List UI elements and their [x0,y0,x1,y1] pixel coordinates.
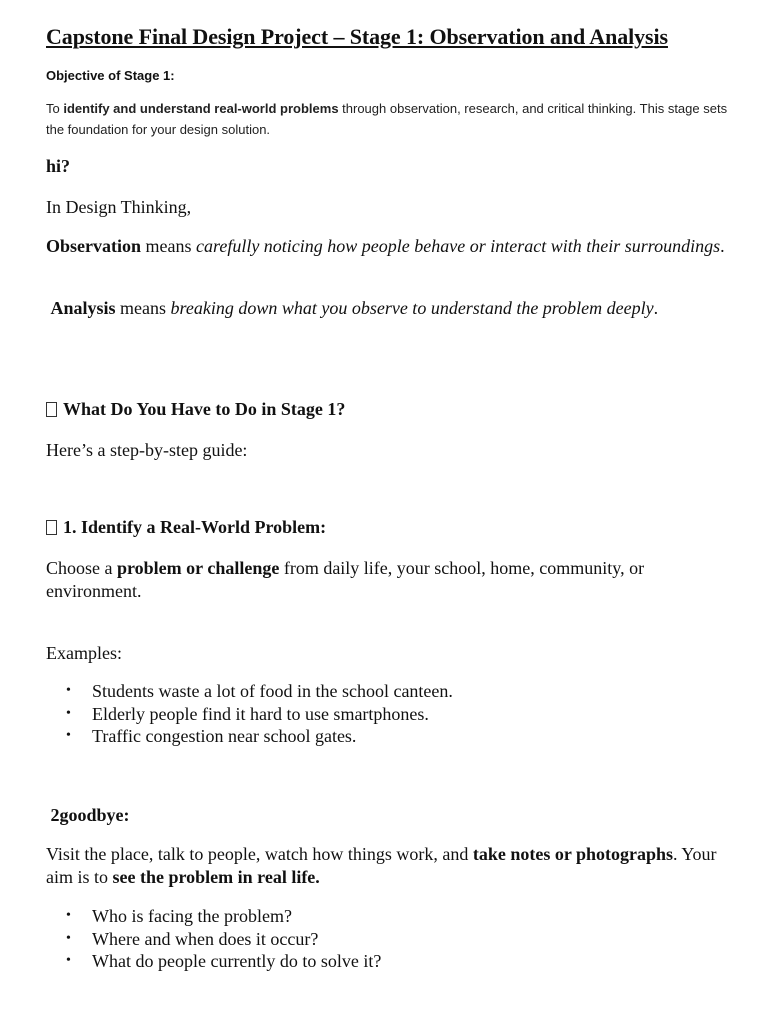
missing-glyph-icon [46,402,57,417]
list-item: • Traffic congestion near school gates. [46,725,728,748]
observation-end: . [720,236,725,256]
document-title: Capstone Final Design Project – Stage 1: Observation and Analysis [46,24,668,49]
list-item: • Elderly people find it hard to use smartphones. [46,703,728,726]
step2-text-prefix: Visit the place, talk to people, watch how things work, and [46,844,473,864]
observation-definition [46,235,728,258]
analysis-means: means [115,298,171,318]
hi-heading: hi? [46,156,71,176]
objective-prefix: To [46,101,64,116]
observation-term: Observation [46,236,142,256]
step1-text [46,557,728,603]
objective-heading: Objective of Stage 1: [46,68,175,83]
questions-list [46,905,728,973]
guide-intro: Here’s a step-by-step guide: [46,440,248,460]
analysis-end: . [653,298,659,318]
list-item: • Students waste a lot of food in the school canteen. [46,680,728,703]
observation-text: carefully noticing how people behave or interact with their surroundings [196,236,721,256]
analysis-definition [46,297,728,320]
list-item: • Who is facing the problem? [46,905,728,928]
observation-means: means [141,236,196,256]
intro-text: In Design Thinking, [46,197,192,217]
objective-suffix: through observation, research, and critical thinking. This stage sets the foundation for your design solution. [46,101,728,137]
analysis-term: Analysis [50,298,116,318]
step2-text [46,843,728,889]
step2-text-bold-1: take notes or photographs [472,844,674,864]
objective-bold: identify and understand real-world problems [63,101,339,116]
objective-text [46,98,728,140]
step2-text-bold-2: see the problem in real life. [112,867,320,887]
step1-text-bold: problem or challenge [117,558,280,578]
examples-list [46,680,728,748]
stage-heading [46,399,728,420]
examples-label: Examples: [46,643,122,663]
analysis-text: breaking down what you observe to understand the problem deeply [170,298,654,318]
list-item: • Where and when does it occur? [46,928,728,951]
step1-heading-text: 1. Identify a Real-World Problem: [63,517,327,537]
stage-heading-text: What Do You Have to Do in Stage 1? [63,399,346,419]
step2-heading-text: 2goodbye: [50,805,130,825]
list-item: • What do people currently do to solve it? [46,950,728,973]
step2-heading [46,805,728,826]
step1-text-suffix: from daily life, your school, home, community, or environment. [46,558,645,601]
missing-glyph-icon [46,520,57,535]
step1-heading [46,517,728,538]
step1-text-prefix: Choose a [46,558,117,578]
step2-text-middle: . Your aim is to [46,844,717,887]
